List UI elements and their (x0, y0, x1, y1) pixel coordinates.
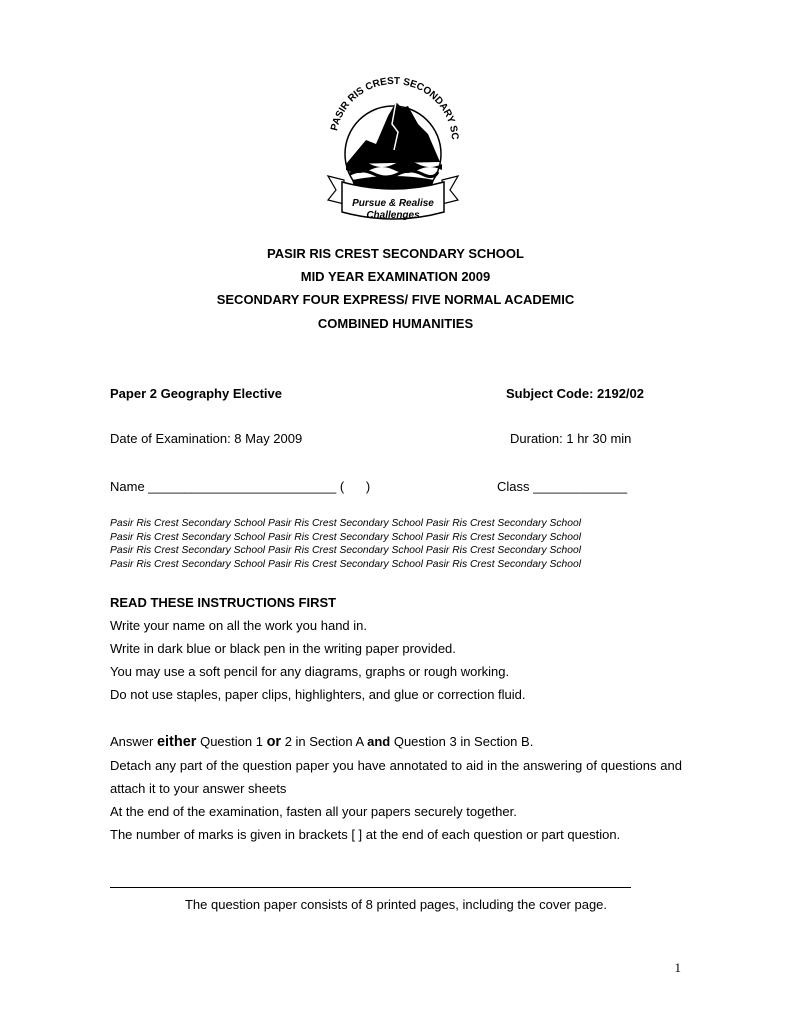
answer-text: 2 in Section A (281, 734, 368, 749)
school-crest-emblem (318, 72, 468, 232)
school-name-title: PASIR RIS CREST SECONDARY SCHOOL (267, 246, 524, 261)
answer-or: or (266, 734, 282, 750)
school-logo (318, 72, 468, 232)
class-field: Class _____________ (497, 479, 628, 494)
instruction-item: Detach any part of the question paper you have annotated to aid in the answering of questions and attach it to your answer sheets (110, 758, 682, 796)
logo-motto-line1: Pursue & Realise (352, 198, 434, 209)
exam-duration: Duration: 1 hr 30 min (510, 431, 632, 446)
answer-and: and (367, 734, 391, 749)
answer-instruction (110, 730, 682, 754)
name-field: Name __________________________ ( ) (110, 479, 371, 494)
footer-divider (110, 887, 631, 888)
instruction-item: Write in dark blue or black pen in the writing paper provided. (110, 641, 456, 656)
watermark-line: Pasir Ris Crest Secondary School Pasir Ris Crest Secondary School Pasir Ris Crest Secondary School (110, 545, 581, 557)
watermark-line: Pasir Ris Crest Secondary School Pasir Ris Crest Secondary School Pasir Ris Crest Secondary School (110, 558, 581, 570)
watermark-line: Pasir Ris Crest Secondary School Pasir Ris Crest Secondary School Pasir Ris Crest Secondary School (110, 518, 581, 529)
answer-text: Question 3 in Section B. (390, 734, 534, 749)
instructions-block (110, 591, 682, 706)
page-number: 1 (674, 960, 681, 975)
paper-title: Paper 2 Geography Elective (110, 386, 282, 401)
answer-text: Answer (110, 734, 157, 749)
instructions-heading: READ THESE INSTRUCTIONS FIRST (110, 595, 337, 610)
logo-ring-text: PASIR RIS CREST SECONDARY SC (329, 75, 461, 141)
logo-motto-line2: Challenges (366, 210, 420, 221)
subject-title: COMBINED HUMANITIES (317, 316, 474, 331)
level-title: SECONDARY FOUR EXPRESS/ FIVE NORMAL ACADEMIC (216, 292, 575, 307)
watermark-block (110, 517, 581, 571)
answer-either: either (156, 734, 197, 750)
answer-instructions-block (110, 730, 682, 846)
answer-text: Question 1 (196, 734, 267, 749)
watermark-line: Pasir Ris Crest Secondary School Pasir Ris Crest Secondary School Pasir Ris Crest Secondary School (110, 531, 581, 543)
instruction-item: The number of marks is given in brackets [ ] at the end of each question or part question. (110, 827, 621, 842)
exam-title: MID YEAR EXAMINATION 2009 (300, 269, 491, 284)
subject-code: Subject Code: 2192/02 (506, 386, 644, 401)
instruction-item: Do not use staples, paper clips, highlighters, and glue or correction fluid. (110, 687, 526, 702)
instruction-item: Write your name on all the work you hand in. (110, 618, 368, 633)
instruction-item: You may use a soft pencil for any diagrams, graphs or rough working. (110, 664, 510, 679)
instruction-item: At the end of the examination, fasten all your papers securely together. (110, 804, 517, 819)
page-count-note: The question paper consists of 8 printed pages, including the cover page. (184, 897, 608, 912)
exam-date: Date of Examination: 8 May 2009 (110, 431, 303, 446)
